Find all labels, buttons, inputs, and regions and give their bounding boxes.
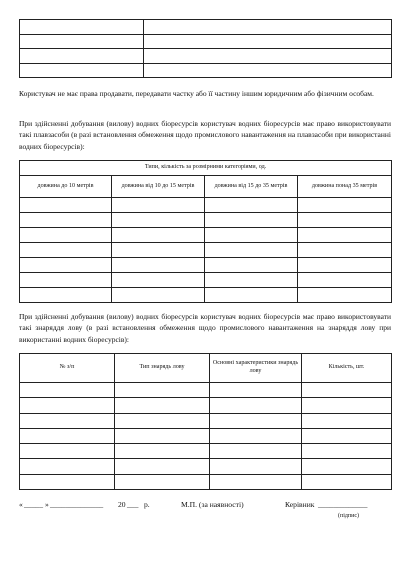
table-cell	[112, 228, 205, 243]
date-month-blank: ______________	[50, 500, 104, 509]
table-cell	[205, 288, 298, 303]
gear-col-header: Кількість, шт.	[302, 354, 392, 383]
table-cell	[298, 258, 392, 273]
table-cell	[112, 198, 205, 213]
table-cell	[205, 243, 298, 258]
table-cell	[112, 258, 205, 273]
table-cell	[20, 273, 112, 288]
table-row	[20, 288, 392, 303]
table-cell	[20, 63, 144, 78]
gear-col-header: Основні характеристики знарядь лову	[210, 354, 302, 383]
table-cell	[302, 444, 392, 459]
table-cell	[20, 198, 112, 213]
table-cell	[210, 474, 302, 489]
table-cell	[20, 213, 112, 228]
table-cell	[144, 34, 392, 49]
table-cell	[302, 413, 392, 428]
table-row	[20, 444, 392, 459]
table-cell	[205, 273, 298, 288]
table-cell	[302, 459, 392, 474]
table-row	[20, 243, 392, 258]
table-cell	[205, 258, 298, 273]
gear-col-header: № з/п	[20, 354, 115, 383]
table-cell	[20, 20, 144, 35]
table-row	[20, 213, 392, 228]
date-open-quote: «	[19, 500, 23, 509]
vessels-table-title: Типи, кількість за розмірними категоріями, од.	[20, 161, 392, 176]
table-cell	[210, 383, 302, 398]
table-cell	[112, 288, 205, 303]
table-cell	[115, 398, 210, 413]
table-row	[20, 49, 392, 64]
table-cell	[298, 243, 392, 258]
vessels-col-header: довжина від 10 до 15 метрів	[112, 176, 205, 198]
table-cell	[302, 474, 392, 489]
table-cell	[20, 428, 115, 443]
paragraph-no-transfer: Користувач не має права продавати, передавати частку або її частину іншим юридичним або фізичним особам.	[19, 89, 374, 98]
table-cell	[20, 228, 112, 243]
table-cell	[115, 428, 210, 443]
table-cell	[144, 49, 392, 64]
table-cell	[205, 213, 298, 228]
table-cell	[205, 228, 298, 243]
paragraph-vessels-intro: При здійсненні добування (вилову) водних біоресурсів користувач водних біоресурсів має право використовувати такі плавзасоби (в разі встановлення обмеження щодо промислового навантаження на плавзасоби при використанні водних біоресурсів):	[19, 119, 391, 151]
table-row	[20, 383, 392, 398]
head-label: Керівник	[285, 500, 315, 509]
table-cell	[112, 243, 205, 258]
table-row	[20, 63, 392, 78]
table-cell	[115, 413, 210, 428]
signature-note: (підпис)	[338, 513, 360, 519]
table-cell	[20, 243, 112, 258]
top-empty-table	[19, 19, 392, 78]
table-cell	[210, 444, 302, 459]
date-close-quote: »	[45, 500, 49, 509]
table-cell	[144, 20, 392, 35]
fishing-gear-table	[19, 353, 392, 490]
table-row	[20, 413, 392, 428]
table-cell	[298, 213, 392, 228]
vessels-col-header: довжина від 15 до 35 метрів	[205, 176, 298, 198]
table-cell	[20, 383, 115, 398]
table-cell	[210, 428, 302, 443]
table-cell	[115, 474, 210, 489]
table-cell	[302, 428, 392, 443]
vessels-col-header: довжина понад 35 метрів	[298, 176, 392, 198]
table-cell	[112, 273, 205, 288]
table-cell	[20, 413, 115, 428]
table-cell	[210, 398, 302, 413]
table-cell	[210, 459, 302, 474]
table-row	[20, 273, 392, 288]
table-cell	[20, 459, 115, 474]
table-row	[20, 474, 392, 489]
table-cell	[205, 198, 298, 213]
table-cell	[298, 273, 392, 288]
table-cell	[115, 383, 210, 398]
table-cell	[20, 288, 112, 303]
table-cell	[115, 459, 210, 474]
table-row	[20, 34, 392, 49]
table-row	[20, 258, 392, 273]
paragraph-gear-intro: При здійсненні добування (вилову) водних біоресурсів користувач водних біоресурсів має право використовувати такі знаряддя лову (в разі встановлення обмеження щодо промислового навантаження на знаряддя лову при використанні водних біоресурсів):	[19, 312, 391, 344]
gear-col-header: Тип знарядь лову	[115, 354, 210, 383]
table-cell	[298, 228, 392, 243]
table-cell	[298, 288, 392, 303]
table-cell	[210, 413, 302, 428]
table-cell	[302, 398, 392, 413]
table-cell	[20, 474, 115, 489]
table-row	[20, 398, 392, 413]
date-day-blank: _____	[24, 500, 43, 509]
date-year-suffix: р.	[144, 500, 150, 509]
table-cell	[144, 63, 392, 78]
table-row	[20, 198, 392, 213]
stamp-label: М.П. (за наявності)	[181, 500, 244, 509]
table-row	[20, 459, 392, 474]
table-cell	[20, 49, 144, 64]
vessels-table	[19, 160, 392, 303]
table-cell	[115, 444, 210, 459]
signature-line: _____________	[318, 500, 368, 509]
table-cell	[112, 213, 205, 228]
table-row	[20, 428, 392, 443]
table-cell	[298, 198, 392, 213]
table-cell	[20, 398, 115, 413]
table-cell	[20, 34, 144, 49]
table-row	[20, 20, 392, 35]
table-cell	[302, 383, 392, 398]
table-row	[20, 228, 392, 243]
table-cell	[20, 258, 112, 273]
date-year-prefix: 20	[118, 500, 126, 509]
vessels-col-header: довжина до 10 метрів	[20, 176, 112, 198]
date-year-blank: ___	[127, 500, 139, 509]
table-cell	[20, 444, 115, 459]
